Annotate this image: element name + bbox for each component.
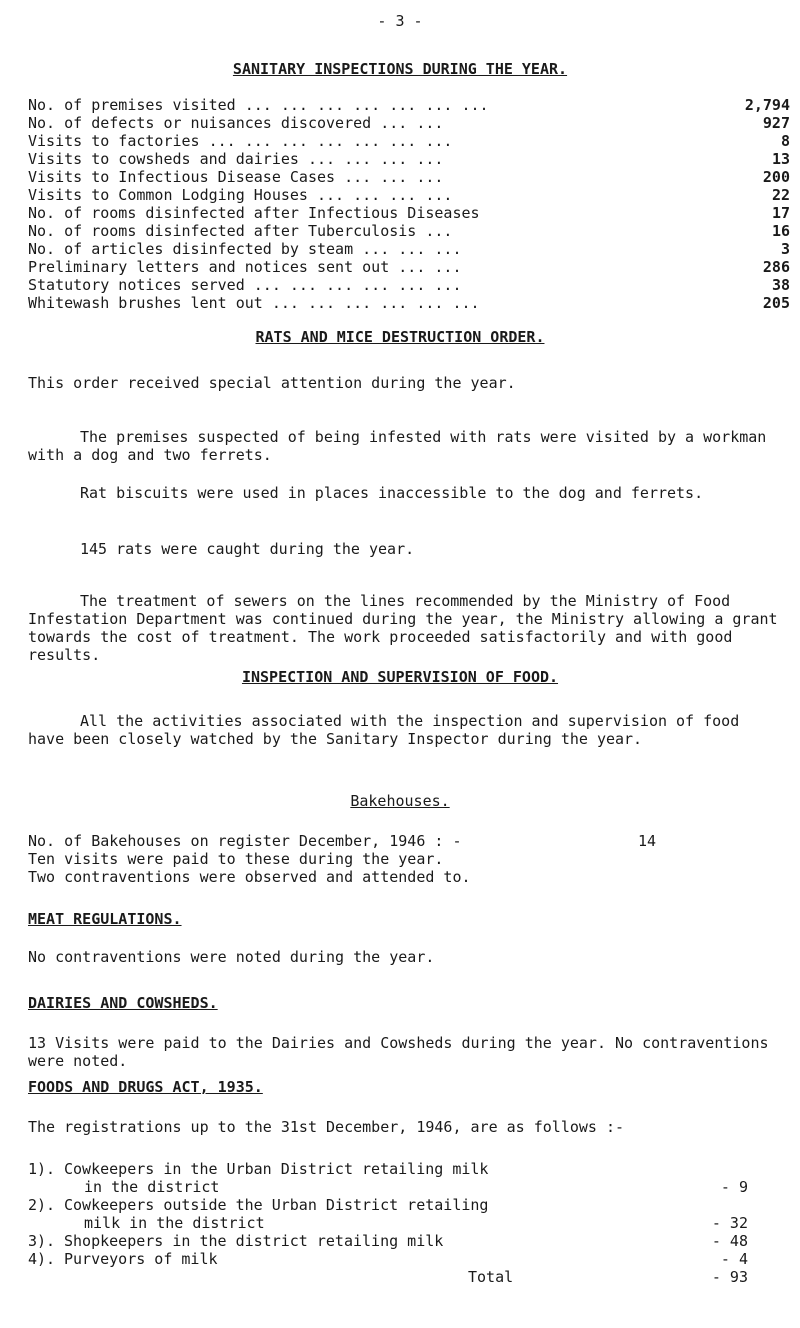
- inspection-row: [28, 114, 790, 132]
- inspection-value: 3: [780, 240, 790, 258]
- section-title-dairies-cowsheds: DAIRIES AND COWSHEDS.: [28, 994, 218, 1012]
- registration-text-continued: in the district: [84, 1178, 220, 1196]
- bakehouses-contraventions: Two contraventions were observed and attended to.: [28, 868, 471, 886]
- registration-text: Shopkeepers in the district retailing milk: [64, 1232, 444, 1250]
- meat-paragraph: No contraventions were noted during the year.: [28, 948, 435, 966]
- inspection-label: Preliminary letters and notices sent out ... ...: [28, 258, 462, 276]
- registration-count: - 48: [711, 1232, 748, 1250]
- section-title-food-inspection: INSPECTION AND SUPERVISION OF FOOD.: [241, 668, 559, 686]
- inspection-row: [28, 258, 790, 276]
- bakehouses-register-line: [28, 832, 748, 850]
- inspection-label: Whitewash brushes lent out ... ... ... ... ... ...: [28, 294, 480, 312]
- inspection-label: No. of articles disinfected by steam ... ... ...: [28, 240, 462, 258]
- inspection-value: 205: [762, 294, 790, 312]
- rats-paragraph-1: This order received special attention during the year.: [28, 374, 516, 392]
- bakehouses-register-value: 14: [638, 832, 657, 850]
- registration-item-continued: [28, 1214, 748, 1232]
- registration-item: [28, 1250, 748, 1268]
- inspection-row: [28, 150, 790, 168]
- section-title-bakehouses: Bakehouses.: [350, 792, 450, 810]
- inspection-label: Visits to factories ... ... ... ... ... ... ...: [28, 132, 453, 150]
- inspection-label: No. of rooms disinfected after Infectious Diseases: [28, 204, 480, 222]
- section-title-foods-drugs-act: FOODS AND DRUGS ACT, 1935.: [28, 1078, 263, 1096]
- inspection-label: Visits to cowsheds and dairies ... ... ... ...: [28, 150, 444, 168]
- inspection-label: Statutory notices served ... ... ... ... ... ...: [28, 276, 462, 294]
- page-number: - 3 -: [377, 12, 423, 30]
- registration-item: [28, 1160, 748, 1178]
- section-title-sanitary-inspections: SANITARY INSPECTIONS DURING THE YEAR.: [232, 60, 568, 78]
- registration-number: 1).: [28, 1160, 56, 1178]
- inspection-row: [28, 186, 790, 204]
- inspection-row: [28, 294, 790, 312]
- inspection-label: No. of defects or nuisances discovered ... ...: [28, 114, 444, 132]
- registration-text: Cowkeepers in the Urban District retailing milk: [64, 1160, 489, 1178]
- inspection-value: 16: [771, 222, 790, 240]
- registration-text-continued: milk in the district: [84, 1214, 265, 1232]
- rats-paragraph-4: 145 rats were caught during the year.: [80, 540, 415, 558]
- dairies-paragraph: 13 Visits were paid to the Dairies and Cowsheds during the year. No contraventions were noted.: [28, 1034, 769, 1070]
- inspection-label: No. of premises visited ... ... ... ... ... ... ...: [28, 96, 489, 114]
- inspection-row: [28, 204, 790, 222]
- inspection-value: 8: [780, 132, 790, 150]
- inspection-value: 22: [771, 186, 790, 204]
- inspection-row: [28, 222, 790, 240]
- inspection-label: Visits to Common Lodging Houses ... ... ... ...: [28, 186, 453, 204]
- registrations-list: [28, 1160, 748, 1286]
- inspection-label: Visits to Infectious Disease Cases ... ... ...: [28, 168, 444, 186]
- registration-count: - 4: [720, 1250, 748, 1268]
- rats-paragraph-5: The treatment of sewers on the lines recommended by the Ministry of Food Infestation Department was continued during the year, the Ministry allowing a grant towards the cost of treatment. The work proceeded satisfactorily and with good results.: [28, 592, 778, 664]
- registration-number: 4).: [28, 1250, 56, 1268]
- inspection-value: 17: [771, 204, 790, 222]
- foods-drugs-intro: The registrations up to the 31st December, 1946, are as follows :-: [28, 1118, 625, 1136]
- inspection-row: [28, 240, 790, 258]
- registration-count: - 9: [720, 1178, 748, 1196]
- registration-item-continued: [28, 1178, 748, 1196]
- bakehouses-visits: Ten visits were paid to these during the year.: [28, 850, 444, 868]
- inspection-row: [28, 276, 790, 294]
- food-paragraph: All the activities associated with the inspection and supervision of food have been closely watched by the Sanitary Inspector during the year.: [28, 712, 740, 748]
- registration-text: Purveyors of milk: [64, 1250, 218, 1268]
- registration-text: Cowkeepers outside the Urban District retailing: [64, 1196, 489, 1214]
- inspection-value: 38: [771, 276, 790, 294]
- inspection-value: 927: [762, 114, 790, 132]
- registration-total-row: [28, 1268, 748, 1286]
- bakehouses-register-label: No. of Bakehouses on register December, 1946 : -: [28, 832, 462, 850]
- inspection-row: [28, 168, 790, 186]
- registration-count: - 32: [711, 1214, 748, 1232]
- inspection-value: 13: [771, 150, 790, 168]
- inspection-value: 286: [762, 258, 790, 276]
- registration-item: [28, 1196, 748, 1214]
- section-title-rats-mice: RATS AND MICE DESTRUCTION ORDER.: [255, 328, 545, 346]
- registration-number: 3).: [28, 1232, 56, 1250]
- registration-item: [28, 1232, 748, 1250]
- rats-paragraph-3: Rat biscuits were used in places inaccessible to the dog and ferrets.: [80, 484, 704, 502]
- section-title-meat-regulations: MEAT REGULATIONS.: [28, 910, 182, 928]
- registration-total-value: - 93: [711, 1268, 748, 1286]
- rats-paragraph-2: The premises suspected of being infested with rats were visited by a workman with a dog and two ferrets.: [28, 428, 767, 464]
- inspection-row: [28, 96, 790, 114]
- inspection-value: 2,794: [744, 96, 790, 114]
- inspection-value: 200: [762, 168, 790, 186]
- registration-total-label: Total: [468, 1268, 514, 1286]
- registration-number: 2).: [28, 1196, 56, 1214]
- inspection-label: No. of rooms disinfected after Tuberculosis ...: [28, 222, 453, 240]
- inspection-row: [28, 132, 790, 150]
